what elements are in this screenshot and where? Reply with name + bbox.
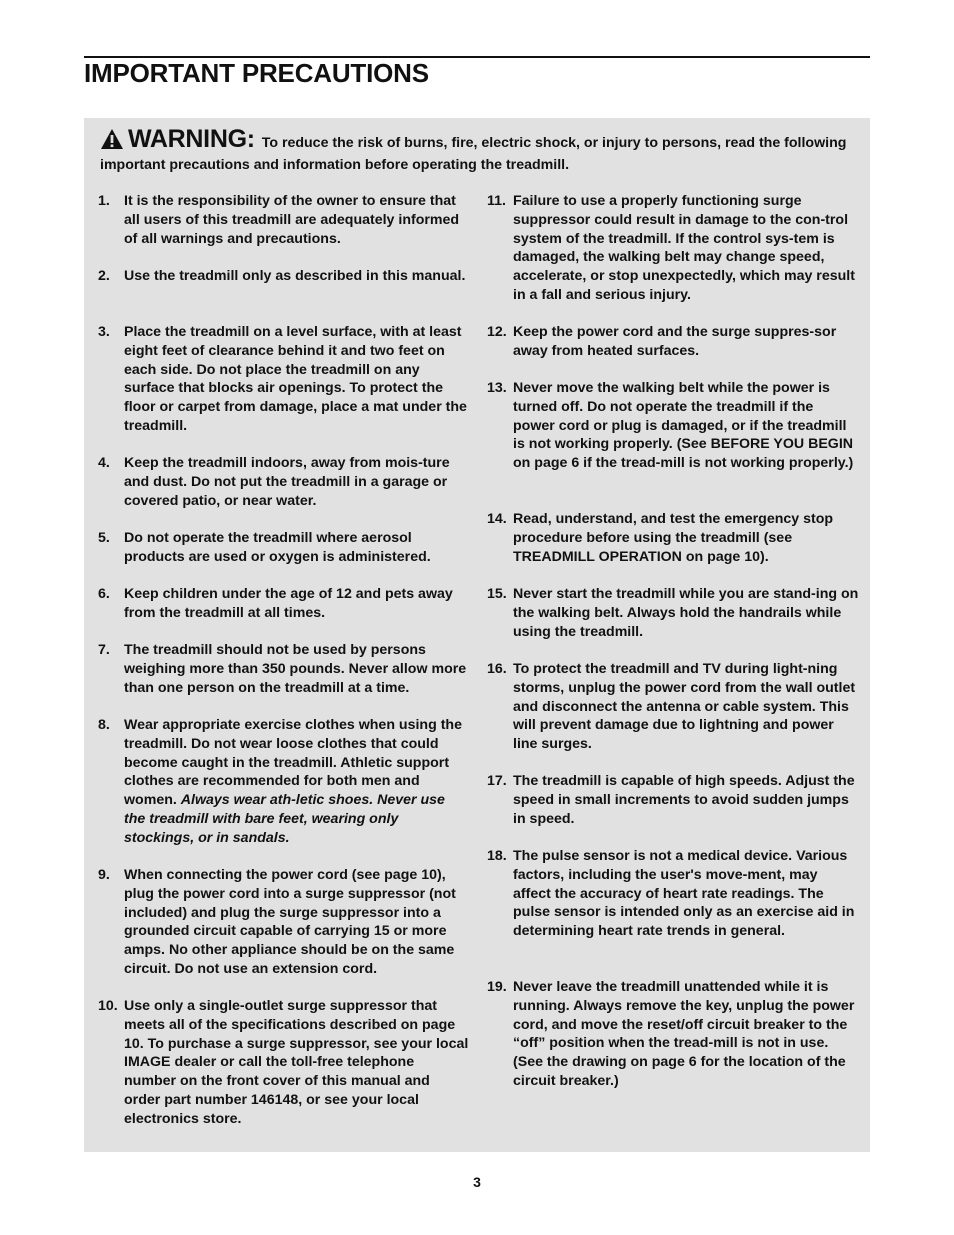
- item-text: Read, understand, and test the emergency stop procedure before using the treadmill (see TREADMILL OPERATION on page 10).: [513, 511, 834, 565]
- list-item: [98, 997, 470, 1129]
- item-number: 8.: [98, 717, 110, 733]
- item-number: 1.: [98, 193, 110, 209]
- item-number: 5.: [98, 530, 110, 546]
- item-number: 18.: [487, 848, 507, 864]
- page-title: IMPORTANT PRECAUTIONS: [84, 58, 429, 88]
- list-item: [98, 323, 470, 436]
- page-number: 3: [473, 1174, 481, 1190]
- item-text: Keep the treadmill indoors, away from mois-ture and dust. Do not put the treadmill in a garage or covered patio, or near water.: [124, 455, 450, 509]
- item-text: The treadmill is capable of high speeds. Adjust the speed in small increments to avoid sudden jumps in speed.: [513, 773, 855, 827]
- item-number: 16.: [487, 661, 507, 677]
- item-text-plain: Wear appropriate exercise clothes when using the treadmill. Do not wear loose clothes that could become caught in the treadmill. Athletic support clothes are recommended for both men and women.: [124, 717, 462, 809]
- list-item: [487, 192, 859, 305]
- item-number: 4.: [98, 455, 110, 471]
- list-item: [98, 192, 470, 248]
- item-text: Never start the treadmill while you are stand-ing on the walking belt. Always hold the handrails while using the treadmill.: [513, 586, 859, 640]
- list-item: [98, 585, 470, 623]
- item-text: Do not operate the treadmill where aerosol products are used or oxygen is administered.: [124, 530, 431, 565]
- item-number: 11.: [487, 193, 506, 209]
- list-item: [487, 847, 859, 941]
- item-text: Use the treadmill only as described in this manual.: [124, 268, 466, 284]
- list-item: [487, 660, 859, 754]
- item-number: 7.: [98, 642, 110, 658]
- list-item: [98, 454, 470, 510]
- item-text: Place the treadmill on a level surface, with at least eight feet of clearance behind it and two feet on each side. Do not place the treadmill on any surface that blocks air openings. To protect the floor or carpet from damage, place a mat under the treadmill.: [124, 324, 467, 434]
- item-number: 19.: [487, 979, 507, 995]
- list-item: [487, 510, 859, 566]
- list-item: [98, 267, 470, 286]
- warning-statement: [100, 125, 856, 175]
- item-text: Use only a single-outlet surge suppressor that meets all of the specifications described on page 10. To purchase a surge suppressor, see your local IMAGE dealer or call the toll-free telephone number on the front cover of this manual and order part number 146148, or see your local electronics store.: [124, 998, 469, 1127]
- list-item: [98, 716, 470, 848]
- item-number: 3.: [98, 324, 110, 340]
- item-number: 15.: [487, 586, 507, 602]
- item-text: To protect the treadmill and TV during light-ning storms, unplug the power cord from the wall outlet and disconnect the antenna or cable system. This will prevent damage due to lightning and power line surges.: [513, 661, 856, 753]
- warning-text: To reduce the risk of burns, fire, electric shock, or injury to persons, read the following important precautions and information before operating the treadmill.: [100, 135, 847, 173]
- item-number: 6.: [98, 586, 110, 602]
- item-number: 17.: [487, 773, 507, 789]
- list-item: [98, 641, 470, 697]
- item-text: Keep the power cord and the surge suppres-sor away from heated surfaces.: [513, 324, 837, 359]
- item-text: It is the responsibility of the owner to ensure that all users of this treadmill are adequately informed of all warnings and precautions.: [124, 193, 460, 247]
- item-text: Never move the walking belt while the power is turned off. Do not operate the treadmill if the power cord or plug is damaged, or if the treadmill is not working properly. (See BEFORE YOU BEGIN on page 6 if the tread-mill is not working properly.): [513, 380, 854, 472]
- list-item: [98, 866, 470, 979]
- item-number: 13.: [487, 380, 507, 396]
- warning-panel: [84, 118, 870, 1152]
- item-text-italic: Always wear ath-letic shoes. Never use the treadmill with bare feet, wearing only stockings, or in sandals.: [124, 792, 445, 846]
- list-item: [487, 379, 859, 473]
- list-item: [98, 529, 470, 567]
- item-text: When connecting the power cord (see page 10), plug the power cord into a surge suppressor (not included) and plug the surge suppressor into a grounded circuit capable of carrying 15 or more amps. No other appliance should be on the same circuit. Do not use an extension cord.: [124, 867, 456, 977]
- item-text: Never leave the treadmill unattended while it is running. Always remove the key, unplug the power cord, and move the reset/off circuit breaker to the “off” position when the tread-mill is not in use. (See the drawing on page 6 for the location of the circuit breaker.): [513, 979, 855, 1089]
- list-item: [487, 323, 859, 361]
- item-number: 2.: [98, 268, 110, 284]
- item-text: Failure to use a properly functioning surge suppressor could result in damage to the con-trol system of the treadmill. If the control sys-tem is damaged, the walking belt may change speed, accelerate, or stop unexpectedly, which may result in a fall and serious injury.: [513, 193, 855, 303]
- item-text: Keep children under the age of 12 and pets away from the treadmill at all times.: [124, 586, 453, 621]
- list-item: [487, 978, 859, 1091]
- warning-heading: WARNING:: [128, 125, 255, 153]
- item-number: 9.: [98, 867, 110, 883]
- item-number: 14.: [487, 511, 507, 527]
- item-text: The pulse sensor is not a medical device. Various factors, including the user's move-ment, may affect the accuracy of heart rate readings. The pulse sensor is intended only as an exercise aid in determining heart rate trends in general.: [513, 848, 855, 940]
- item-text: [124, 716, 470, 848]
- item-number: 12.: [487, 324, 507, 340]
- item-text: The treadmill should not be used by persons weighing more than 350 pounds. Never allow more than one person on the treadmill at a time.: [124, 642, 467, 696]
- warning-triangle-icon: [100, 128, 124, 156]
- item-number: 10.: [98, 998, 118, 1014]
- list-item: [487, 772, 859, 828]
- list-item: [487, 585, 859, 641]
